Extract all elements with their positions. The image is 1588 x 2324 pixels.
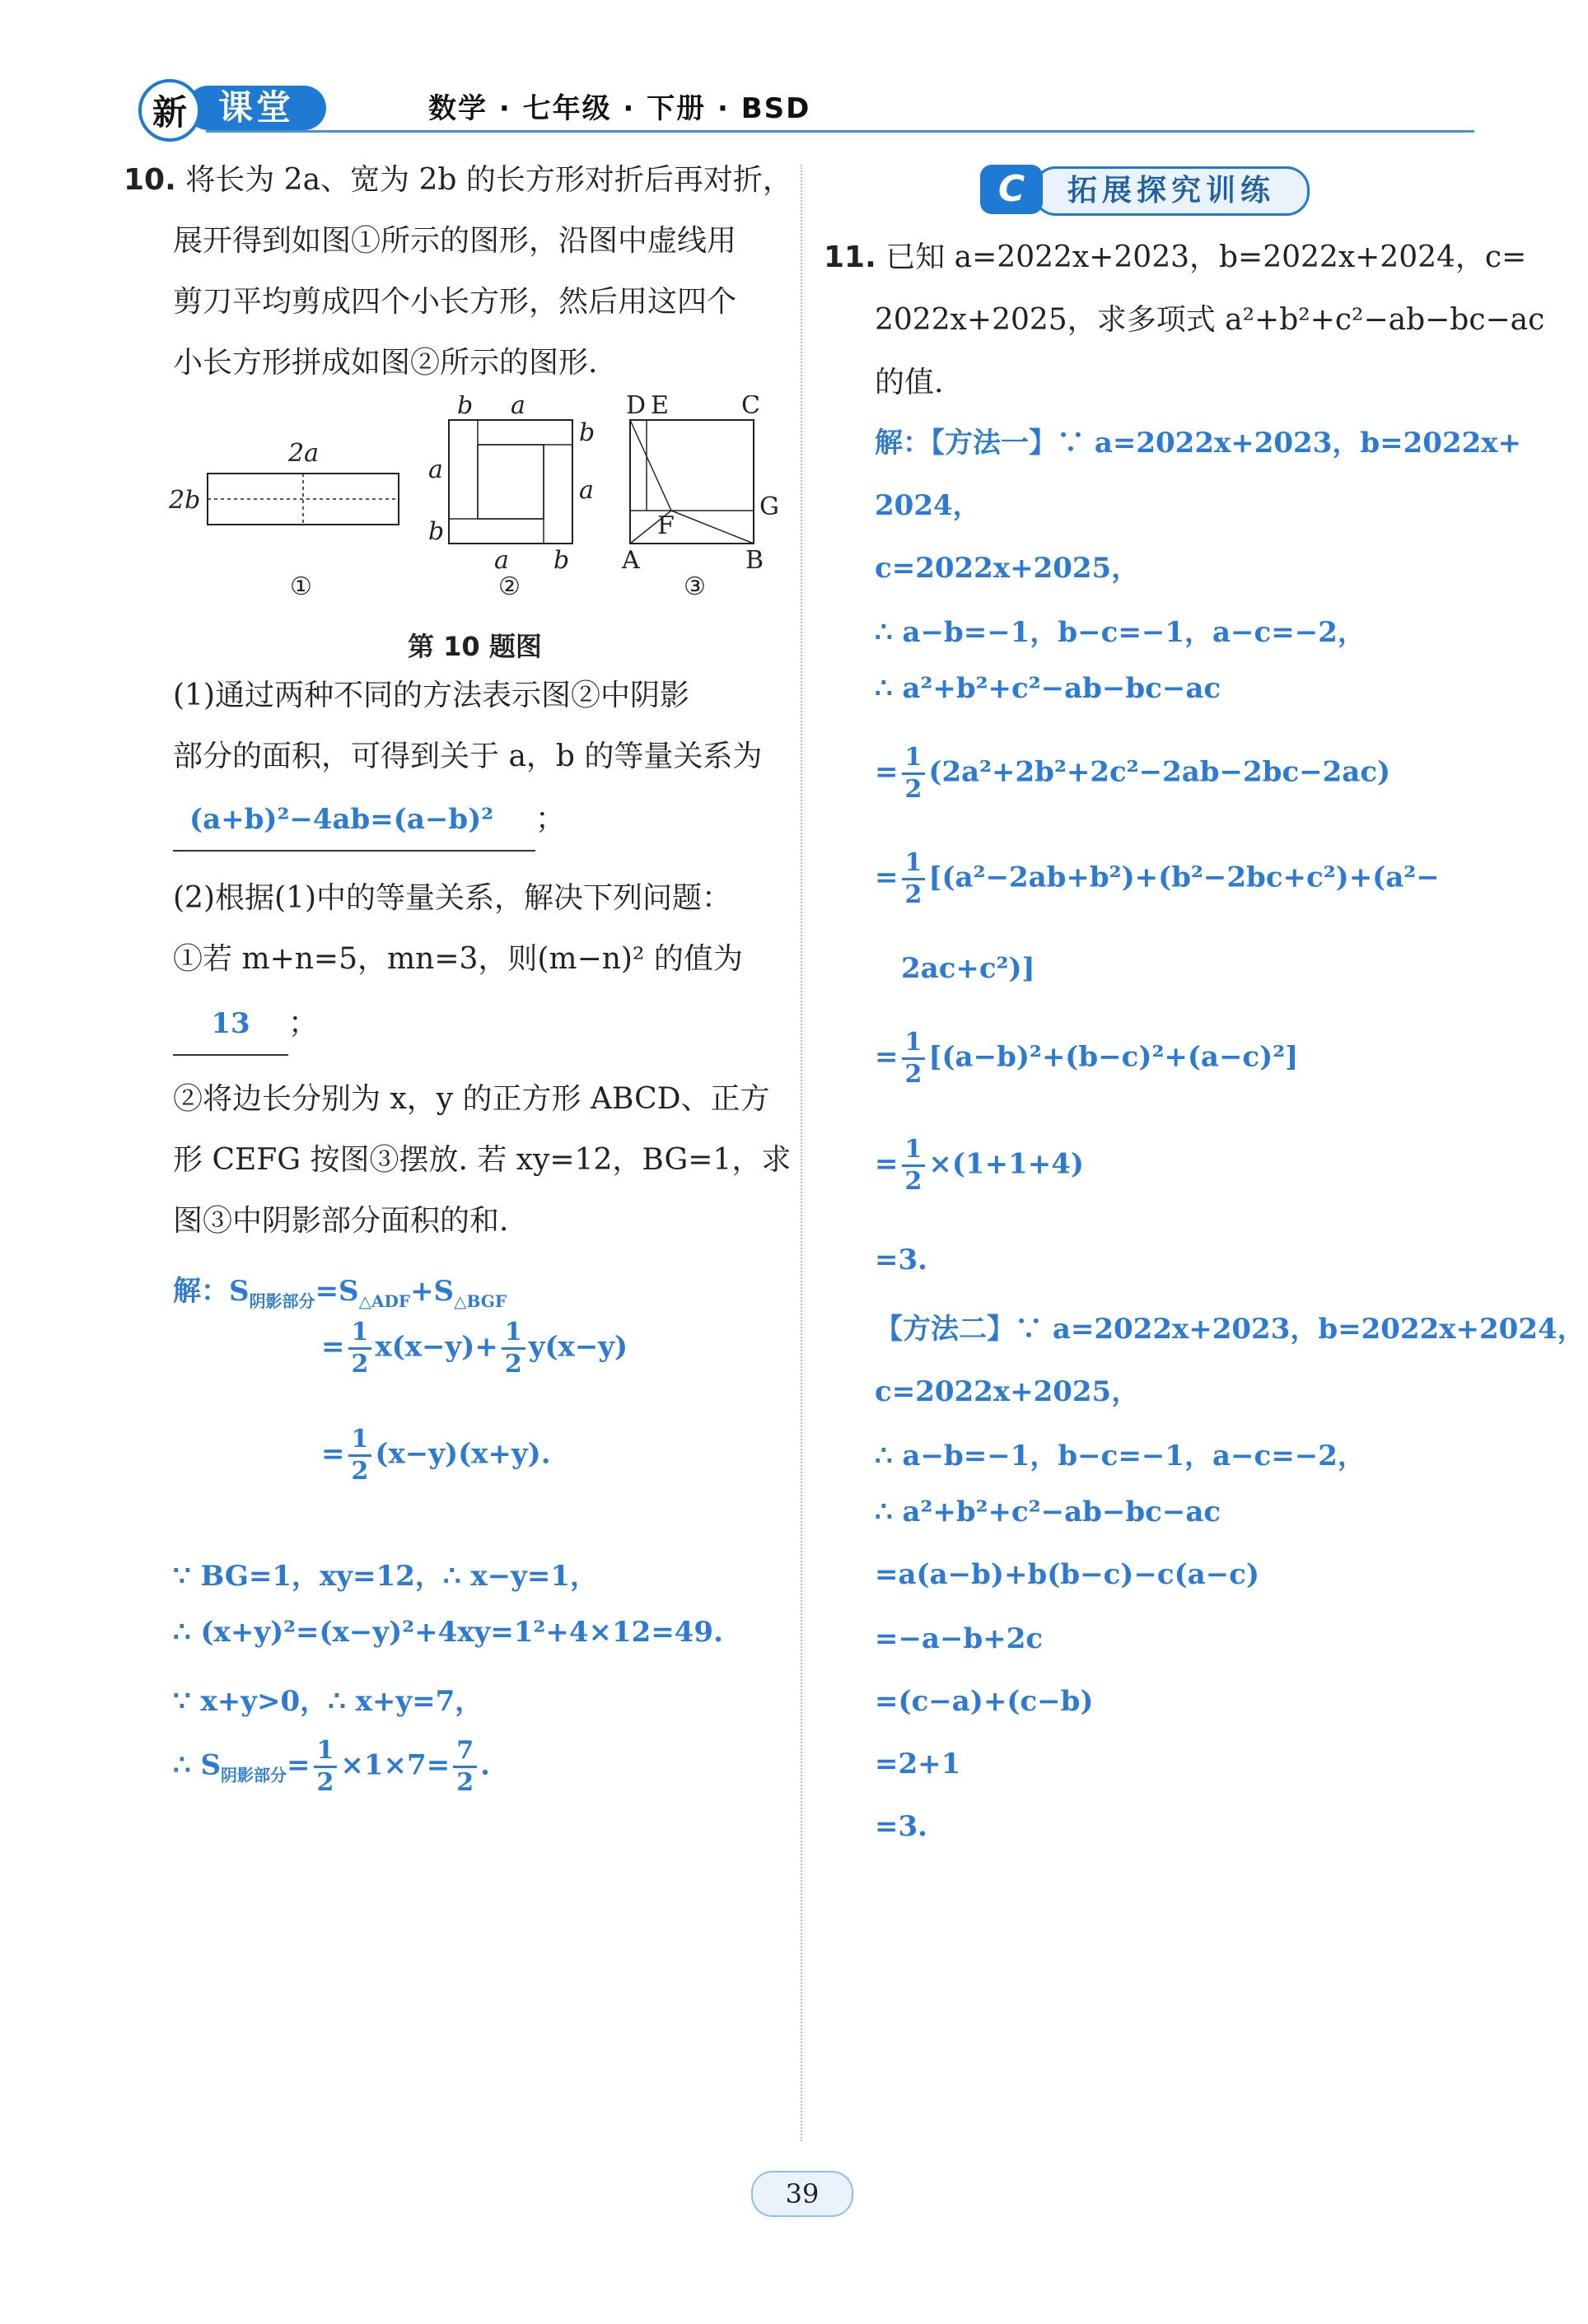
denominator: 2 [904, 1167, 922, 1196]
sol-line [875, 743, 1390, 805]
sol-line [173, 1736, 490, 1798]
fig3-line [671, 511, 754, 544]
part2-intro: (2)根据(1)中的等量关系，解决下列问题： [173, 881, 731, 915]
fig2-label: a [511, 395, 525, 420]
sol-line: 2ac+c²)] [901, 952, 1035, 985]
sol-text: 解：S [173, 1275, 250, 1308]
question-number: 10. [124, 163, 176, 197]
fig2-label: b [457, 395, 474, 420]
sol-line: =3. [875, 1244, 927, 1276]
sol-line: =−a−b+2c [875, 1622, 1044, 1655]
fig2-label: b [579, 418, 596, 447]
fig2-label: a [494, 546, 509, 575]
fraction [902, 848, 926, 910]
numerator: 1 [902, 1135, 926, 1167]
part2-2-line: 图③中阴影部分面积的和. [173, 1204, 509, 1238]
sol-line [875, 1135, 1084, 1197]
sol-text: . [480, 1748, 490, 1782]
part2-1: ①若 m+n=5，mn=3，则(m−n)² 的值为 [173, 942, 743, 976]
fig3-label: F [657, 511, 675, 540]
sol-text: = [875, 1147, 899, 1181]
sol-sub: 阴影部分 [249, 1290, 315, 1311]
sol-text: = [875, 861, 899, 894]
stem-line: 将长为 2a、宽为 2b 的长方形对折后再对折， [185, 163, 792, 197]
logo-char: 新 [138, 79, 201, 142]
sol-line: ∴ a−b=−1，b−c=−1，a−c=−2， [875, 1440, 1366, 1472]
part1-line: (1)通过两种不同的方法表示图②中阴影 [173, 679, 689, 712]
sol-text: ∴ S [173, 1748, 222, 1782]
semicolon: ； [288, 1006, 319, 1040]
numerator: 1 [348, 1318, 372, 1350]
sol-line: ∴ a²+b²+c²−ab−bc−ac [875, 1496, 1221, 1528]
sol-line [321, 1425, 551, 1486]
subject-title: 数学 · 七年级 · 下册 · BSD [428, 92, 811, 125]
fig2-label: a [428, 455, 443, 484]
page-number: 39 [751, 2171, 853, 2217]
sol-line: =a(a−b)+b(b−c)−c(a−c) [875, 1558, 1259, 1591]
sol-line [875, 848, 1440, 910]
fig2-label: a [579, 476, 594, 505]
fig3-label: D [626, 395, 647, 420]
answer2-line [173, 993, 318, 1056]
sol-line: ∵ x+y>0，∴ x+y=7， [173, 1685, 483, 1718]
sol-text: [(a²−2ab+b²)+(b²−2bc+c²)+(a²− [928, 861, 1440, 894]
sol-line [875, 1028, 1298, 1090]
sol-line: ∵ BG=1，xy=12，∴ x−y=1， [173, 1560, 598, 1593]
sol-line: 解：【方法一】∵ a=2022x+2023，b=2022x+ [875, 427, 1522, 460]
sol-text: (2a²+2b²+2c²−2ab−2bc−2ac) [928, 755, 1391, 789]
sol-line: 2024， [875, 489, 981, 522]
fig3-square [630, 420, 754, 544]
fraction [902, 743, 926, 805]
denominator: 2 [904, 775, 922, 804]
fig2-outer [449, 420, 572, 544]
stem-line: 剪刀平均剪成四个小长方形，然后用这四个 [173, 285, 737, 319]
numerator: 1 [902, 1028, 926, 1060]
sol-sub: △ADF [358, 1290, 411, 1311]
denominator: 2 [351, 1350, 369, 1379]
fraction [314, 1736, 338, 1798]
fig1-caption: ① [290, 572, 312, 601]
semicolon: ； [535, 802, 566, 836]
fig1-label-left: 2b [169, 486, 201, 515]
header-divider [206, 130, 1474, 133]
figure-title: 第 10 题图 [408, 631, 542, 662]
denominator: 2 [456, 1768, 474, 1797]
answer1: (a+b)²−4ab=(a−b)² [173, 789, 535, 852]
denominator: 2 [316, 1768, 334, 1797]
fig3-label: A [622, 546, 640, 575]
fraction [348, 1318, 372, 1379]
sol-text: = [321, 1437, 345, 1471]
page-header [115, 72, 1474, 138]
answer2: 13 [173, 993, 288, 1056]
sol-line: c=2022x+2025， [875, 1375, 1140, 1408]
sol-text: = [875, 1040, 899, 1074]
stem-line: 小长方形拼成如图②所示的图形. [173, 346, 598, 380]
part1-line: 部分的面积，可得到关于 a，b 的等量关系为 [173, 740, 763, 773]
fig3-label: C [741, 395, 760, 420]
sol-line: ∴ a²+b²+c²−ab−bc−ac [875, 672, 1221, 705]
figure-svg [165, 395, 791, 634]
logo [138, 79, 410, 133]
fig3-label: G [759, 492, 779, 521]
denominator: 2 [351, 1457, 369, 1486]
stem-line: 的值. [875, 366, 944, 399]
sol-text: =S [315, 1275, 359, 1308]
sol-text: x(x−y)+ [375, 1330, 498, 1364]
denominator: 2 [904, 1060, 922, 1089]
sol-text: = [287, 1748, 311, 1782]
stem-line: 展开得到如图①所示的图形，沿图中虚线用 [173, 224, 737, 258]
fig3-caption: ③ [684, 572, 706, 601]
numerator: 1 [902, 743, 926, 775]
fraction [902, 1028, 926, 1090]
fraction [502, 1318, 525, 1379]
sol-text: ×1×7= [340, 1748, 451, 1782]
sol-text: ×(1+1+4) [928, 1147, 1084, 1181]
sol-line: =(c−a)+(c−b) [875, 1685, 1094, 1718]
sol-line: =3. [875, 1810, 927, 1843]
fig3-label: B [745, 546, 764, 575]
fig2-label: b [553, 546, 570, 575]
question-number: 11. [824, 240, 876, 274]
sol-line: =2+1 [875, 1748, 961, 1780]
fraction [453, 1736, 477, 1798]
fig2-inner [478, 445, 544, 519]
fig1-label-top: 2a [288, 439, 319, 468]
denominator: 2 [504, 1350, 522, 1379]
sol-line: ∴ a−b=−1，b−c=−1，a−c=−2， [875, 616, 1366, 649]
sol-text: = [321, 1330, 345, 1364]
denominator: 2 [904, 880, 922, 909]
sol-text: = [875, 755, 899, 789]
logo-text: 课堂 [186, 86, 326, 130]
fraction [348, 1425, 372, 1486]
sol-text: y(x−y) [528, 1330, 628, 1364]
sol-text: +S [410, 1275, 455, 1308]
section-badge [980, 165, 1326, 214]
stem-text: 已知 a=2022x+2023，b=2022x+2024，c= [885, 240, 1527, 274]
column-divider [801, 165, 802, 2141]
sol-sub: 阴影部分 [221, 1765, 287, 1785]
sol-line [173, 1268, 507, 1312]
numerator: 1 [314, 1736, 338, 1768]
answer1-line [173, 789, 565, 852]
section-letter: C [980, 165, 1043, 214]
fig3-line [630, 420, 671, 511]
sol-line: 【方法二】∵ a=2022x+2023，b=2022x+2024， [875, 1313, 1586, 1346]
fig2-label: b [428, 517, 445, 546]
part2-2-line: ②将边长分别为 x，y 的正方形 ABCD、正方 [173, 1082, 770, 1116]
numerator: 1 [902, 848, 926, 880]
fig3-label: E [651, 395, 669, 420]
numerator: 1 [502, 1318, 525, 1350]
stem-line [824, 227, 1526, 288]
sol-text: (x−y)(x+y). [375, 1437, 551, 1471]
numerator: 1 [348, 1425, 372, 1457]
numerator: 7 [453, 1736, 477, 1768]
fig2-caption: ② [498, 572, 521, 601]
sol-line: ∴ (x+y)²=(x−y)²+4xy=1²+4×12=49. [173, 1616, 723, 1649]
sol-sub: △BGF [454, 1290, 507, 1311]
sol-line: c=2022x+2025， [875, 552, 1140, 585]
section-title: 拓展探究训练 [1033, 166, 1310, 216]
part2-2-line: 形 CEFG 按图③摆放. 若 xy=12，BG=1，求 [173, 1143, 792, 1177]
fraction [902, 1135, 926, 1197]
sol-text: [(a−b)²+(b−c)²+(a−c)²] [928, 1040, 1299, 1074]
sol-line [321, 1318, 628, 1379]
stem-line: 2022x+2025，求多项式 a²+b²+c²−ab−bc−ac [875, 303, 1545, 337]
